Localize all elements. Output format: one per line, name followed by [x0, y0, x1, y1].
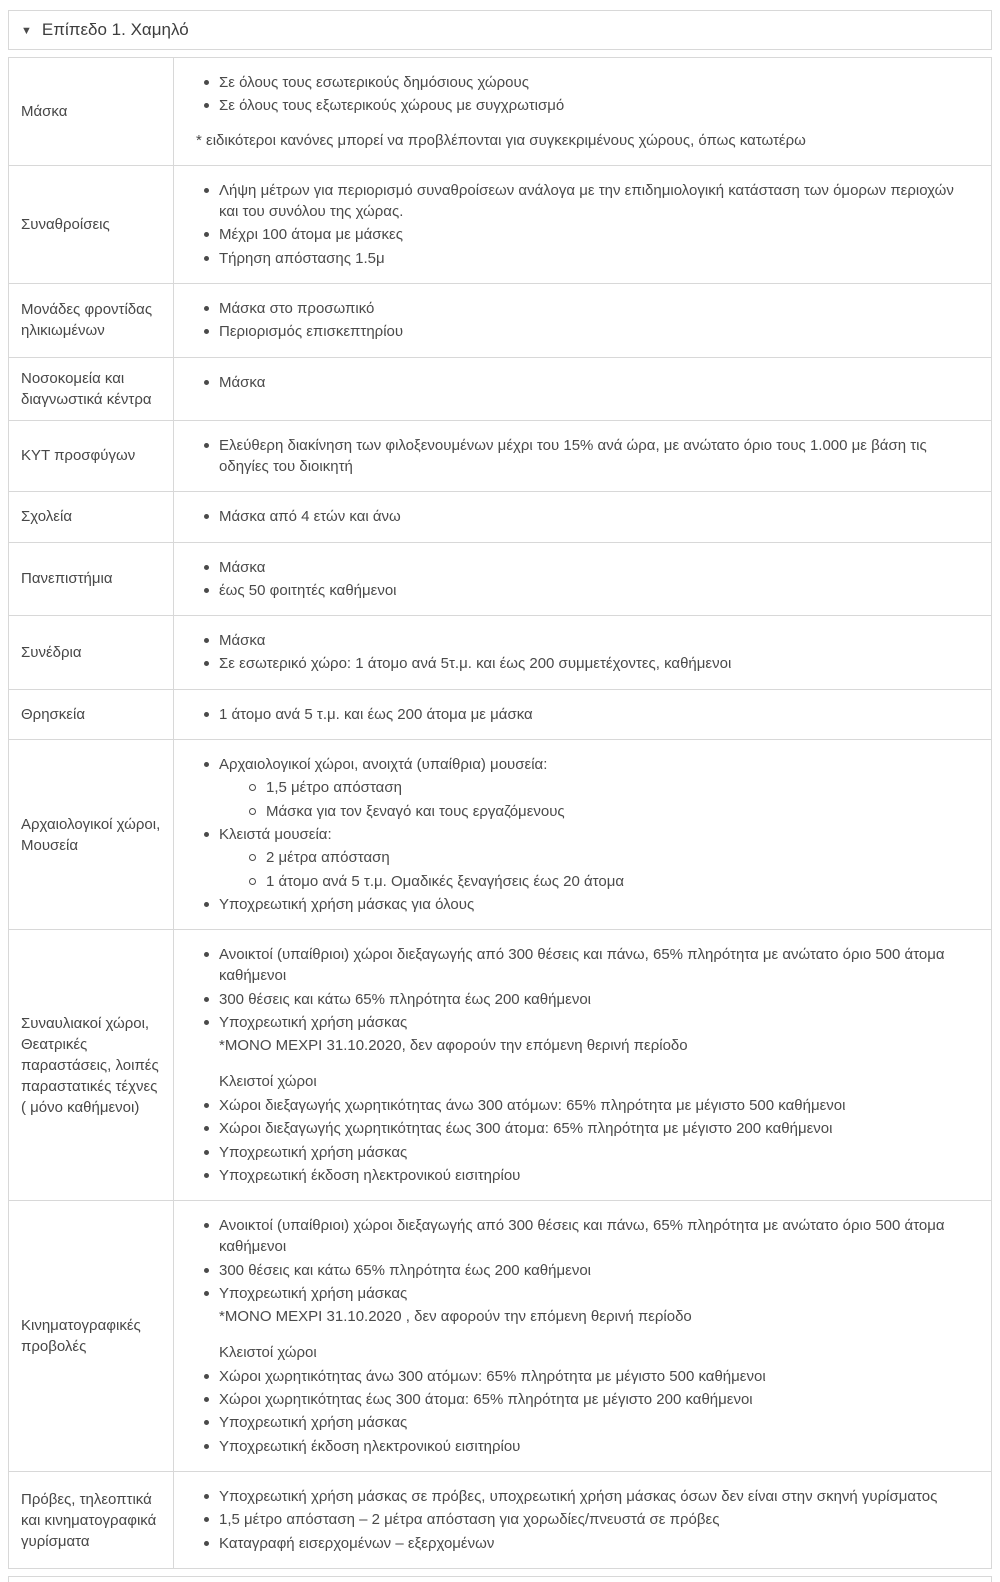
table-row	[9, 358, 991, 421]
item-text: Σε εσωτερικό χώρο: 1 άτομο ανά 5τ.μ. και έως 200 συμμετέχοντες, καθήμενοι	[219, 655, 732, 673]
row-rules-cell	[174, 543, 991, 616]
bullet-item	[196, 248, 971, 269]
row-category-label: Μονάδες φροντίδας ηλικιωμένων	[9, 284, 174, 357]
item-text: Υποχρεωτική χρήση μάσκας	[219, 1014, 408, 1032]
sub-bullet-item	[196, 777, 971, 798]
bullet-disc-icon	[204, 306, 209, 311]
table-row	[9, 284, 991, 358]
bullet-item	[196, 1436, 971, 1457]
row-category-label: Αρχαιολογικοί χώροι, Μουσεία	[9, 740, 174, 929]
item-text: 1 άτομο ανά 5 τ.μ. και έως 200 άτομα με μάσκα	[219, 705, 533, 723]
bullet-disc-icon	[204, 1494, 209, 1499]
bullet-circle-icon	[249, 854, 256, 861]
bullet-disc-icon	[204, 514, 209, 519]
item-text: Υποχρεωτική χρήση μάσκας	[219, 1284, 408, 1302]
table-row	[9, 543, 991, 617]
bullet-disc-icon	[204, 1397, 209, 1402]
row-rules-cell	[174, 58, 991, 165]
bullet-disc-icon	[204, 380, 209, 385]
row-category-label: Μάσκα	[9, 58, 174, 165]
item-text: Μάσκα στο προσωπικό	[219, 300, 375, 318]
bullet-item	[196, 894, 971, 915]
accordion-title: Επίπεδο 1. Χαμηλό	[41, 20, 189, 39]
item-text: Μέχρι 100 άτομα με μάσκες	[219, 226, 403, 244]
row-category-label: Πρόβες, τηλεοπτικά και κινηματογραφικά γυρίσματα	[9, 1472, 174, 1568]
bullet-item	[196, 1509, 971, 1530]
item-text: 1,5 μέτρο απόσταση – 2 μέτρα απόσταση για χορωδίες/πνευστά σε πρόβες	[219, 1511, 720, 1529]
bullet-disc-icon	[204, 638, 209, 643]
row-category-label: Συνέδρια	[9, 616, 174, 689]
bullet-item	[196, 1283, 971, 1304]
item-text: Μάσκα	[219, 558, 266, 576]
row-rules-cell	[174, 358, 991, 420]
bullet-disc-icon	[204, 1223, 209, 1228]
bullet-disc-icon	[204, 588, 209, 593]
item-text: 1 άτομο ανά 5 τ.μ. Ομαδικές ξεναγήσεις έως 20 άτομα	[266, 872, 625, 890]
table-row	[9, 166, 991, 284]
bullet-item	[196, 1412, 971, 1433]
bullet-disc-icon	[204, 443, 209, 448]
bullet-item	[196, 944, 971, 987]
bullet-item	[196, 224, 971, 245]
bullet-disc-icon	[204, 329, 209, 334]
bullet-item	[196, 298, 971, 319]
bullet-disc-icon	[204, 1268, 209, 1273]
bullet-item	[196, 1118, 971, 1139]
bullet-item	[196, 506, 971, 527]
bullet-disc-icon	[204, 1103, 209, 1108]
bullet-disc-icon	[204, 103, 209, 108]
bullet-disc-icon	[204, 1020, 209, 1025]
bullet-item	[196, 1533, 971, 1554]
item-text: έως 50 φοιτητές καθήμενοι	[219, 581, 397, 599]
bullet-item	[196, 321, 971, 342]
bullet-disc-icon	[204, 1444, 209, 1449]
item-text: Υποχρεωτική χρήση μάσκας	[219, 1143, 408, 1161]
bullet-item	[196, 1095, 971, 1116]
levels-table	[8, 57, 992, 1569]
row-rules-cell	[174, 284, 991, 357]
item-text: 300 θέσεις και κάτω 65% πληρότητα έως 200 καθήμενοι	[219, 1261, 591, 1279]
bullet-disc-icon	[204, 188, 209, 193]
bullet-disc-icon	[204, 1517, 209, 1522]
bullet-item	[196, 1260, 971, 1281]
item-text: Υποχρεωτική έκδοση ηλεκτρονικού εισιτηρίου	[219, 1166, 521, 1184]
item-text: Σε όλους τους εσωτερικούς δημόσιους χώρους	[219, 74, 529, 91]
footnote-line: * ειδικότεροι κανόνες μπορεί να προβλέπονται για συγκεκριμένους χώρους, όπως κατωτέρω	[196, 131, 806, 149]
table-row	[9, 740, 991, 930]
bullet-item	[196, 754, 971, 775]
accordion-header-level-1[interactable]	[8, 10, 992, 50]
table-row	[9, 930, 991, 1201]
table-row	[9, 1201, 991, 1472]
bullet-item	[196, 1012, 971, 1033]
item-text: Αρχαιολογικοί χώροι, ανοιχτά (υπαίθρια) μουσεία:	[219, 756, 548, 774]
item-text: Χώροι χωρητικότητας άνω 300 ατόμων: 65% πληρότητα με μέγιστο 500 καθήμενοι	[219, 1367, 766, 1385]
bullet-disc-icon	[204, 1374, 209, 1379]
row-category-label: Συναθροίσεις	[9, 166, 174, 283]
bullet-item	[196, 630, 971, 651]
table-row	[9, 58, 991, 166]
row-category-label: Θρησκεία	[9, 690, 174, 739]
bullet-disc-icon	[204, 80, 209, 85]
bullet-item	[196, 72, 971, 93]
bullet-disc-icon	[204, 1420, 209, 1425]
bullet-disc-icon	[204, 902, 209, 907]
table-row	[9, 1472, 991, 1568]
paragraph-line: Κλειστοί χώροι	[219, 1343, 317, 1361]
row-rules-cell	[174, 1472, 991, 1568]
item-text: Μάσκα	[219, 632, 266, 650]
sub-bullet-item	[196, 871, 971, 892]
row-rules-cell	[174, 1201, 991, 1471]
sub-bullet-item	[196, 801, 971, 822]
bullet-item	[196, 653, 971, 674]
row-rules-cell	[174, 930, 991, 1200]
item-text: Υποχρεωτική χρήση μάσκας για όλους	[219, 895, 475, 913]
row-rules-cell	[174, 492, 991, 541]
bullet-item	[196, 557, 971, 578]
item-text: Κλειστά μουσεία:	[219, 825, 332, 843]
item-text: Μάσκα	[219, 373, 266, 391]
row-rules-cell	[174, 166, 991, 283]
bullet-item	[196, 580, 971, 601]
bullet-item	[196, 704, 971, 725]
row-rules-cell	[174, 690, 991, 739]
item-text: Μάσκα για τον ξεναγό και τους εργαζόμενους	[266, 802, 565, 820]
bullet-disc-icon	[204, 1291, 209, 1296]
item-text: Υποχρεωτική έκδοση ηλεκτρονικού εισιτηρίου	[219, 1437, 521, 1455]
bullet-item	[196, 435, 971, 478]
chevron-down-icon: ▼	[21, 24, 32, 37]
table-row	[9, 616, 991, 690]
bullet-disc-icon	[204, 1541, 209, 1546]
table-row	[9, 690, 991, 740]
item-text: Σε όλους τους εξωτερικούς χώρους με συγχρωτισμό	[219, 97, 565, 115]
item-text: Ελεύθερη διακίνηση των φιλοξενουμένων μέχρι του 15% ανά ώρα, με ανώτατο όριο τους 1.000 με βάση τις οδηγίες του διοικητή	[219, 436, 927, 475]
sub-bullet-item	[196, 847, 971, 868]
row-category-label: Κινηματογραφικές προβολές	[9, 1201, 174, 1471]
next-accordion-header-cutoff[interactable]	[8, 1576, 992, 1582]
bullet-item	[196, 95, 971, 116]
bullet-item	[196, 1366, 971, 1387]
item-text: Ανοικτοί (υπαίθριοι) χώροι διεξαγωγής από 300 θέσεις και πάνω, 65% πληρότητα με ανώτατο όριο 500 άτομα καθήμενοι	[219, 946, 945, 985]
continuation-line: *ΜΟΝΟ ΜΕΧΡΙ 31.10.2020 , δεν αφορούν την επόμενη θερινή περίοδο	[219, 1308, 692, 1326]
item-text: Λήψη μέτρων για περιορισμό συναθροίσεων ανάλογα με την επιδημιολογική κατάσταση των όμορων περιοχών και του συνόλου της χώρας.	[219, 181, 954, 221]
bullet-item	[196, 1486, 971, 1507]
row-category-label: Σχολεία	[9, 492, 174, 541]
row-category-label: Συναυλιακοί χώροι, Θεατρικές παραστάσεις, λοιπές παραστατικές τέχνες ( μόνο καθήμενοι)	[9, 930, 174, 1200]
bullet-item	[196, 1142, 971, 1163]
bullet-disc-icon	[204, 832, 209, 837]
bullet-circle-icon	[249, 808, 256, 815]
table-row	[9, 421, 991, 493]
row-category-label: Νοσοκομεία και διαγνωστικά κέντρα	[9, 358, 174, 420]
bullet-disc-icon	[204, 1173, 209, 1178]
bullet-disc-icon	[204, 661, 209, 666]
item-text: Χώροι χωρητικότητας έως 300 άτομα: 65% πληρότητα με μέγιστο 200 καθήμενοι	[219, 1391, 753, 1409]
bullet-disc-icon	[204, 565, 209, 570]
bullet-item	[196, 824, 971, 845]
bullet-disc-icon	[204, 1126, 209, 1131]
item-text: Υποχρεωτική χρήση μάσκας	[219, 1414, 408, 1432]
bullet-circle-icon	[249, 784, 256, 791]
bullet-disc-icon	[204, 762, 209, 767]
item-text: Χώροι διεξαγωγής χωρητικότητας άνω 300 ατόμων: 65% πληρότητα με μέγιστο 500 καθήμενοι	[219, 1096, 846, 1114]
bullet-disc-icon	[204, 952, 209, 957]
item-text: Υποχρεωτική χρήση μάσκας σε πρόβες, υποχρεωτική χρήση μάσκας όσων δεν είναι στην σκηνή γυρίσματος	[219, 1488, 938, 1506]
paragraph-line: Κλειστοί χώροι	[219, 1072, 317, 1090]
item-text: Τήρηση απόστασης 1.5μ	[219, 249, 385, 267]
bullet-disc-icon	[204, 256, 209, 261]
item-text: 300 θέσεις και κάτω 65% πληρότητα έως 200 καθήμενοι	[219, 990, 591, 1008]
table-row	[9, 492, 991, 542]
row-category-label: Πανεπιστήμια	[9, 543, 174, 616]
row-category-label: ΚΥΤ προσφύγων	[9, 421, 174, 492]
item-text: 1,5 μέτρο απόσταση	[266, 779, 402, 797]
row-rules-cell	[174, 740, 991, 929]
item-text: Καταγραφή εισερχομένων – εξερχομένων	[219, 1534, 495, 1552]
bullet-disc-icon	[204, 712, 209, 717]
item-text: Μάσκα από 4 ετών και άνω	[219, 508, 401, 526]
bullet-disc-icon	[204, 997, 209, 1002]
row-rules-cell	[174, 616, 991, 689]
item-text: Περιορισμός επισκεπτηρίου	[219, 323, 404, 341]
item-text: 2 μέτρα απόσταση	[266, 849, 390, 867]
bullet-item	[196, 372, 971, 393]
continuation-line: *ΜΟΝΟ ΜΕΧΡΙ 31.10.2020, δεν αφορούν την επόμενη θερινή περίοδο	[219, 1037, 688, 1055]
row-rules-cell	[174, 421, 991, 492]
bullet-item	[196, 1215, 971, 1258]
bullet-item	[196, 1165, 971, 1186]
item-text: Χώροι διεξαγωγής χωρητικότητας έως 300 άτομα: 65% πληρότητα με μέγιστο 200 καθήμενοι	[219, 1120, 833, 1138]
bullet-item	[196, 180, 971, 223]
bullet-item	[196, 1389, 971, 1410]
bullet-circle-icon	[249, 878, 256, 885]
bullet-item	[196, 989, 971, 1010]
item-text: Ανοικτοί (υπαίθριοι) χώροι διεξαγωγής από 300 θέσεις και πάνω, 65% πληρότητα με ανώτατο όριο 500 άτομα καθήμενοι	[219, 1217, 945, 1256]
bullet-disc-icon	[204, 1150, 209, 1155]
bullet-disc-icon	[204, 232, 209, 237]
